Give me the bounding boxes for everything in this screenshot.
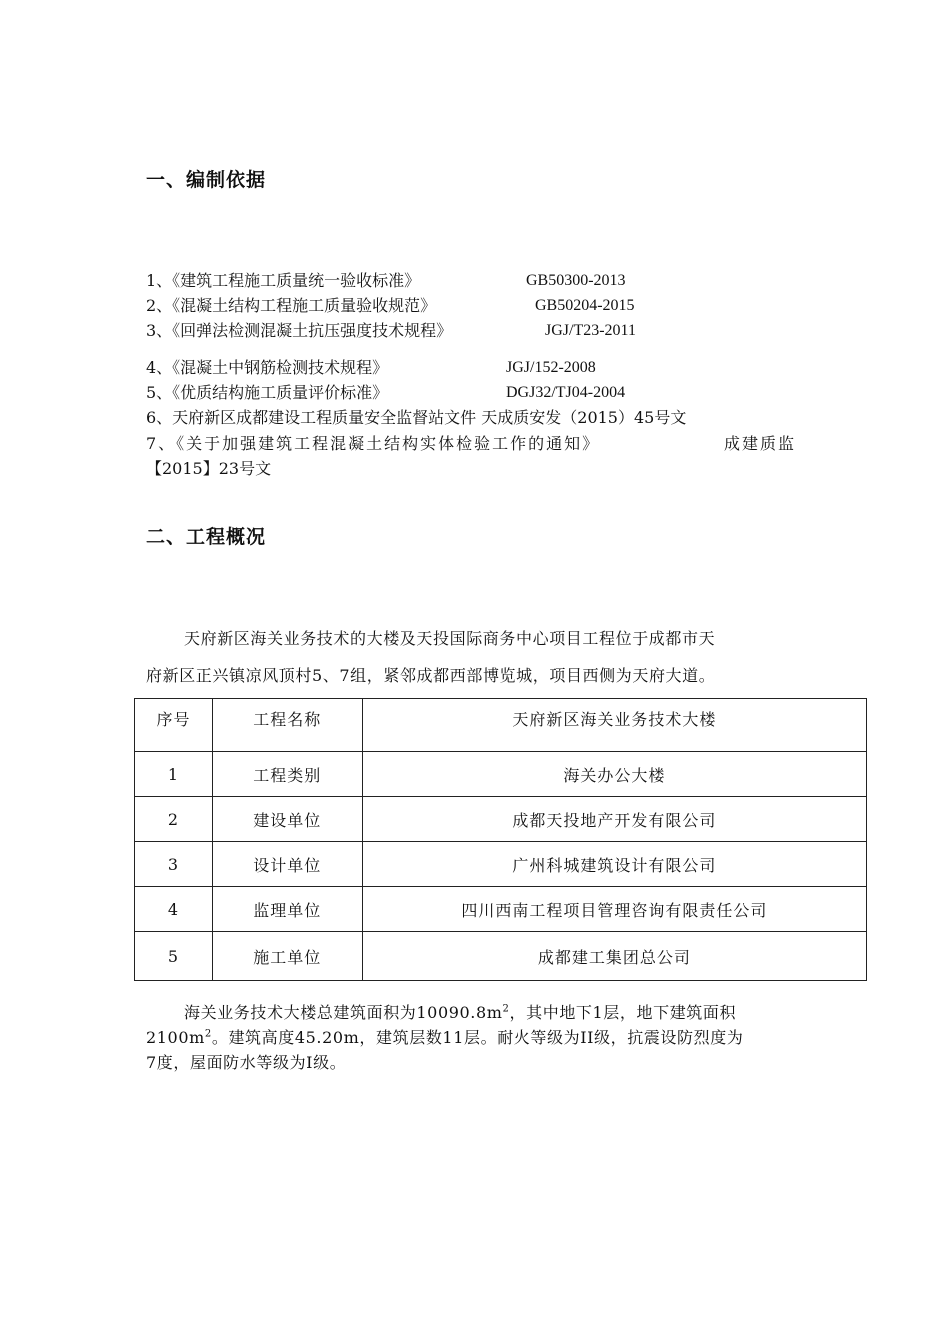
table-header-cell: 工程名称 xyxy=(212,699,362,752)
summary-line-2-a: 2100m xyxy=(146,1028,205,1047)
basis-item-6-title: 6、天府新区成都建设工程质量安全监督站文件 天成质安发（2015）45号文 xyxy=(146,408,687,427)
basis-item-1-title: 1、《建筑工程施工质量统一验收标准》 xyxy=(146,271,421,290)
table-cell: 监理单位 xyxy=(212,887,362,932)
table-cell: 工程类别 xyxy=(212,752,362,797)
basis-item-7-code: 成建质监 xyxy=(724,434,797,453)
basis-item-4-code: JGJ/152-2008 xyxy=(506,359,596,376)
basis-item-5-title: 5、《优质结构施工质量评价标准》 xyxy=(146,383,389,402)
basis-item-4 xyxy=(146,356,596,380)
table-cell: 建设单位 xyxy=(212,797,362,842)
table-header-cell: 天府新区海关业务技术大楼 xyxy=(362,699,866,752)
basis-item-5-code: DGJ32/TJ04-2004 xyxy=(506,384,626,401)
table-cell: 3 xyxy=(135,842,213,887)
table-cell: 设计单位 xyxy=(212,842,362,887)
project-overview-table xyxy=(134,698,867,981)
overview-intro-line-1: 天府新区海关业务技术的大楼及天投国际商务中心项目工程位于成都市天 xyxy=(184,629,716,648)
table-row xyxy=(135,887,867,932)
basis-item-7 xyxy=(146,432,797,456)
summary-line-2-b: 。建筑高度45.20m，建筑层数11层。耐火等级为II级，抗震设防烈度为 xyxy=(211,1028,744,1047)
basis-item-4-title: 4、《混凝土中钢筋检测技术规程》 xyxy=(146,358,389,377)
summary-line-2 xyxy=(146,1025,743,1048)
basis-item-7-title: 7、《关于加强建筑工程混凝土结构实体检验工作的通知》 xyxy=(146,434,601,453)
basis-item-7-cont: 【2015】23号文 xyxy=(146,459,272,478)
section-heading-basis: 一、编制依据 xyxy=(146,169,267,191)
table-row xyxy=(135,842,867,887)
basis-item-5 xyxy=(146,381,626,405)
overview-intro-line-2: 府新区正兴镇凉风顶村5、7组，紧邻成都西部博览城，项目西侧为天府大道。 xyxy=(146,666,716,685)
table-header-cell: 序号 xyxy=(135,699,213,752)
superscript: 2 xyxy=(502,1003,510,1015)
table-header-row xyxy=(135,699,867,752)
section-heading-overview: 二、工程概况 xyxy=(146,526,267,548)
basis-item-6 xyxy=(146,406,686,430)
basis-item-2-title: 2、《混凝土结构工程施工质量验收规范》 xyxy=(146,296,437,315)
summary-line-1-b: ，其中地下1层，地下建筑面积 xyxy=(509,1003,737,1022)
basis-item-1 xyxy=(146,269,626,293)
table-cell: 5 xyxy=(135,932,213,981)
table-row xyxy=(135,932,867,981)
table-cell: 海关办公大楼 xyxy=(362,752,866,797)
table-cell: 四川西南工程项目管理咨询有限责任公司 xyxy=(362,887,866,932)
table-cell: 2 xyxy=(135,797,213,842)
basis-item-3-code: JGJ/T23-2011 xyxy=(545,322,636,339)
basis-item-2-code: GB50204-2015 xyxy=(535,297,635,314)
table-cell: 4 xyxy=(135,887,213,932)
basis-item-3-title: 3、《回弹法检测混凝土抗压强度技术规程》 xyxy=(146,321,453,340)
table-cell: 广州科城建筑设计有限公司 xyxy=(362,842,866,887)
basis-item-1-code: GB50300-2013 xyxy=(526,272,626,289)
summary-line-3: 7度，屋面防水等级为I级。 xyxy=(146,1053,347,1072)
table-row xyxy=(135,797,867,842)
table-cell: 成都天投地产开发有限公司 xyxy=(362,797,866,842)
basis-item-3 xyxy=(146,319,636,343)
table-cell: 施工单位 xyxy=(212,932,362,981)
table-row xyxy=(135,752,867,797)
summary-line-1 xyxy=(184,1000,736,1023)
basis-item-2 xyxy=(146,294,635,318)
table-cell: 1 xyxy=(135,752,213,797)
superscript: 2 xyxy=(204,1028,212,1040)
summary-line-1-a: 海关业务技术大楼总建筑面积为10090.8m xyxy=(184,1003,503,1022)
table-cell: 成都建工集团总公司 xyxy=(362,932,866,981)
